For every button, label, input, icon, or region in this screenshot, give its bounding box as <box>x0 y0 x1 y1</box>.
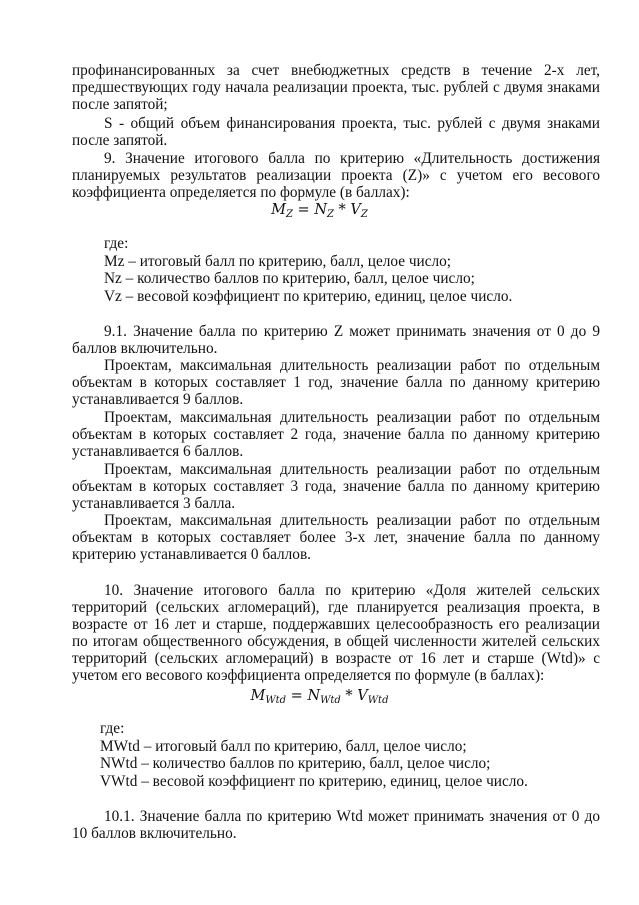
paragraph-s-definition: S - общий объем финансирования проекта, тыс. рублей с двумя знаками после запятой. <box>72 115 600 149</box>
formula-mz: $M_Z = N_Z * V_Z$ <box>271 202 368 220</box>
definition-vwtd: VWtd – весовой коэффициент по критерию, единиц, целое число. <box>100 773 528 790</box>
paragraph-duration-3-years: Проектам, максимальная длительность реализации работ по отдельным объектам в которых составляет 3 года, значение балла по данному критерию устанавливается 3 балла. <box>72 461 600 512</box>
formula-mwtd: $M_{Wtd} = N_{Wtd} * V_{Wtd}$ <box>250 688 389 706</box>
paragraph-duration-2-years: Проектам, максимальная длительность реализации работ по отдельным объектам в которых составляет 2 года, значение балла по данному критерию устанавливается 6 баллов. <box>72 409 600 460</box>
definition-nz: Nz – количество баллов по критерию, балл, целое число; <box>104 270 475 287</box>
paragraph-duration-over-3-years: Проектам, максимальная длительность реализации работ по отдельным объектам в которых составляет более 3-х лет, значение балла по данному критерию устанавливается 0 баллов. <box>72 512 600 563</box>
paragraph-duration-1-year: Проектам, максимальная длительность реализации работ по отдельным объектам в которых составляет 1 год, значение балла по данному критерию устанавливается 9 баллов. <box>72 357 600 408</box>
paragraph-10-1: 10.1. Значение балла по критерию Wtd может принимать значения от 0 до 10 баллов включительно. <box>72 808 600 842</box>
paragraph-criterion-9: 9. Значение итогового балла по критерию «Длительность достижения планируемых результатов реализации проекта (Z)» с учетом его весового коэффициента определяется по формуле (в баллах): <box>72 150 600 201</box>
definition-mwtd: MWtd – итоговый балл по критерию, балл, целое число; <box>100 738 467 755</box>
definition-vz: Vz – весовой коэффициент по критерию, единиц, целое число. <box>104 288 513 305</box>
paragraph-criterion-10: 10. Значение итогового балла по критерию «Доля жителей сельских территорий (сельских агломераций), где планируется реализация проекта, в возрасте от 16 лет и старше, поддержавших целесообразность его реализации по итогам общественного обсуждения, в общей численности жителей сельских территорий (сельских агломераций) в возрасте от 16 лет и старше (Wtd)» с учетом его весового коэффициента определяется по формуле (в баллах): <box>72 582 600 684</box>
where-label-1: где: <box>104 235 129 252</box>
where-label-2: где: <box>100 720 125 737</box>
paragraph-9-1: 9.1. Значение балла по критерию Z может принимать значения от 0 до 9 баллов включительно. <box>72 323 600 357</box>
definition-mz: Mz – итоговый балл по критерию, балл, целое число; <box>104 253 452 270</box>
paragraph-continuation: профинансированных за счет внебюджетных средств в течение 2-х лет, предшествующих году начала реализации проекта, тыс. рублей с двумя знаками после запятой; <box>72 62 600 113</box>
definition-nwtd: NWtd – количество баллов по критерию, балл, целое число; <box>100 755 491 772</box>
